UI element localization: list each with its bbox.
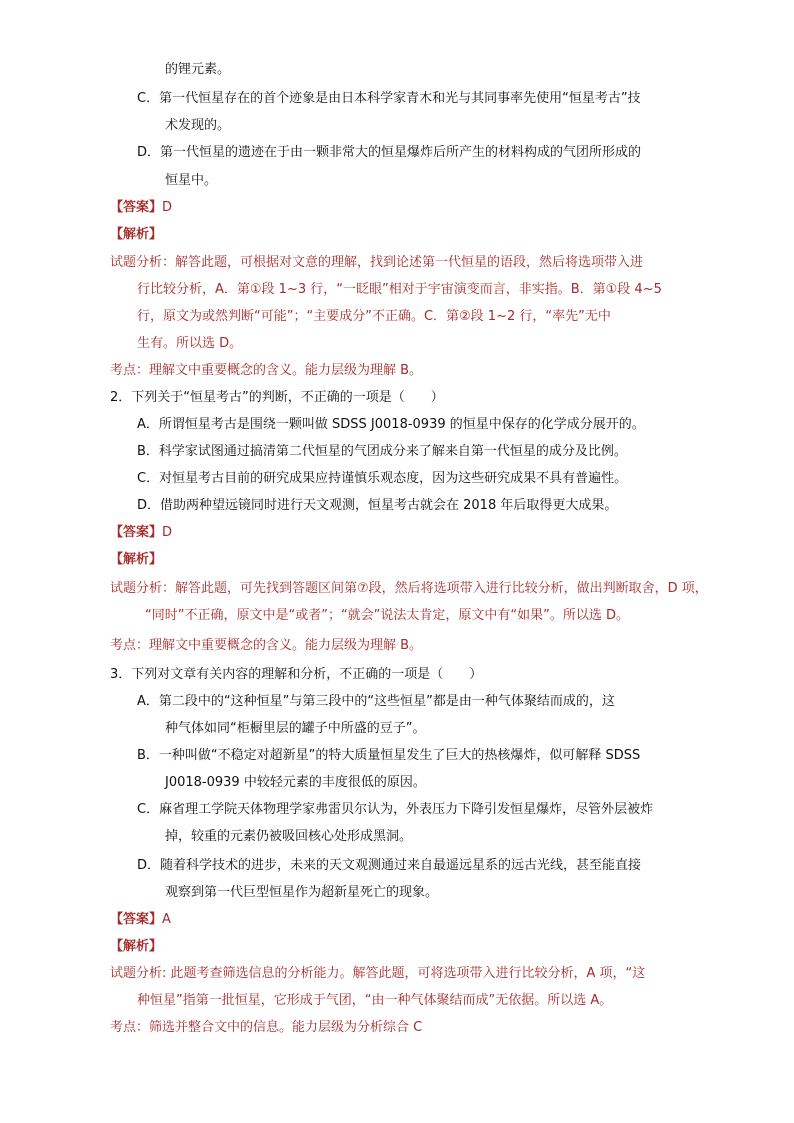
analysis-text: 种恒星”指第一批恒星，它形成于气团，“由一种气体聚结而成”无依据。所以选 A。 [137, 993, 613, 1008]
answer-line [110, 910, 171, 930]
question-2-option-c: C．对恒星考古目前的研究成果应持谨慎乐观态度，因为这些研究成果不具有普遍性。 [137, 471, 628, 486]
option-text-line: 观察到第一代巨型恒星作为超新星死亡的现象。 [165, 885, 439, 900]
option-d: D．第一代恒星的遗迹在于由一颗非常大的恒星爆炸后所产生的材料构成的气团所形成的 [137, 145, 642, 160]
answer-line [110, 523, 172, 543]
option-text-line: 种气体如同“柜橱里层的罐子中所盛的豆子”。 [165, 721, 426, 736]
knowledge-point: 考点：筛选并整合文中的信息。能力层级为分析综合 C [110, 1020, 423, 1035]
analysis-text: “同时”不正确，原文中是“或者”；“就会”说法太肯定，原文中有“如果”。所以选 D。 [145, 608, 630, 623]
question-2-option-b: B．科学家试图通过搞清第二代恒星的气团成分来了解来自第一代恒星的成分及比例。 [137, 444, 627, 459]
answer-value: D [162, 525, 173, 540]
question-3-option-b: B．一种叫做“不稳定对超新星”的特大质量恒星发生了巨大的热核爆炸，似可解释 SDSS [137, 748, 641, 763]
question-3-stem: 3．下列对文章有关内容的理解和分析，不正确的一项是（ ） [110, 667, 483, 682]
option-text-line: J0018-0939 中较轻元素的丰度很低的原因。 [165, 775, 426, 790]
answer-value: D [162, 200, 173, 215]
knowledge-point: 考点：理解文中重要概念的含义。能力层级为理解 B。 [110, 363, 423, 378]
answer-line [110, 198, 172, 218]
analysis-label: 【解析】 [110, 939, 163, 954]
analysis-text: 生有。所以选 D。 [137, 336, 243, 351]
answer-label: 【答案】 [110, 525, 163, 540]
option-c: C．第一代恒星存在的首个迹象是由日本科学家青木和光与其同事率先使用“恒星考古”技 [137, 91, 641, 106]
option-text-line: 术发现的。 [165, 118, 231, 133]
analysis-text: 试题分析：解答此题，可先找到答题区间第⑦段，然后将选项带入进行比较分析，做出判断取舍，D 项， [110, 581, 708, 596]
analysis-text: 行比较分析，A．第①段 1~3 行，“一眨眼”相对于宇宙演变而言，非实指。B．第①段 4~5 [137, 282, 662, 297]
analysis-text: 试题分析: 此题考查筛选信息的分析能力。解答此题，可将选项带入进行比较分析，A 项，“这 [110, 966, 646, 981]
question-3-option-a: A．第二段中的“这种恒星”与第三段中的“这些恒星”都是由一种气体聚结而成的，这 [137, 694, 615, 709]
option-text-line: 掉，较重的元素仍被吸回核心处形成黑洞。 [165, 829, 413, 844]
analysis-label: 【解析】 [110, 552, 163, 567]
question-3-option-d: D．随着科学技术的进步，未来的天文观测通过来自最遥远星系的远古光线，甚至能直接 [137, 858, 642, 873]
option-text-line: 的锂元素。 [165, 62, 231, 77]
answer-value: A [162, 912, 171, 927]
question-2-option-d: D．借助两种望远镜同时进行天文观测，恒星考古就会在 2018 年后取得更大成果。 [137, 498, 618, 513]
knowledge-point: 考点：理解文中重要概念的含义。能力层级为理解 B。 [110, 638, 423, 653]
analysis-label: 【解析】 [110, 227, 163, 242]
answer-label: 【答案】 [110, 200, 163, 215]
analysis-text: 试题分析：解答此题，可根据对文意的理解，找到论述第一代恒星的语段，然后将选项带入进 [110, 255, 644, 270]
option-text-line: 恒星中。 [165, 173, 218, 188]
analysis-text: 行，原文为或然判断“可能”；“主要成分”不正确。C．第②段 1~2 行，“率先”无中 [137, 309, 611, 324]
question-2-stem: 2．下列关于“恒星考古”的判断，不正确的一项是（ ） [110, 390, 444, 405]
question-2-option-a: A．所谓恒星考古是围绕一颗叫做 SDSS J0018-0939 的恒星中保存的化学成分展开的。 [137, 417, 645, 432]
question-3-option-c: C．麻省理工学院天体物理学家弗雷贝尔认为，外表压力下降引发恒星爆炸，尽管外层被炸 [137, 802, 654, 817]
answer-label: 【答案】 [110, 912, 163, 927]
